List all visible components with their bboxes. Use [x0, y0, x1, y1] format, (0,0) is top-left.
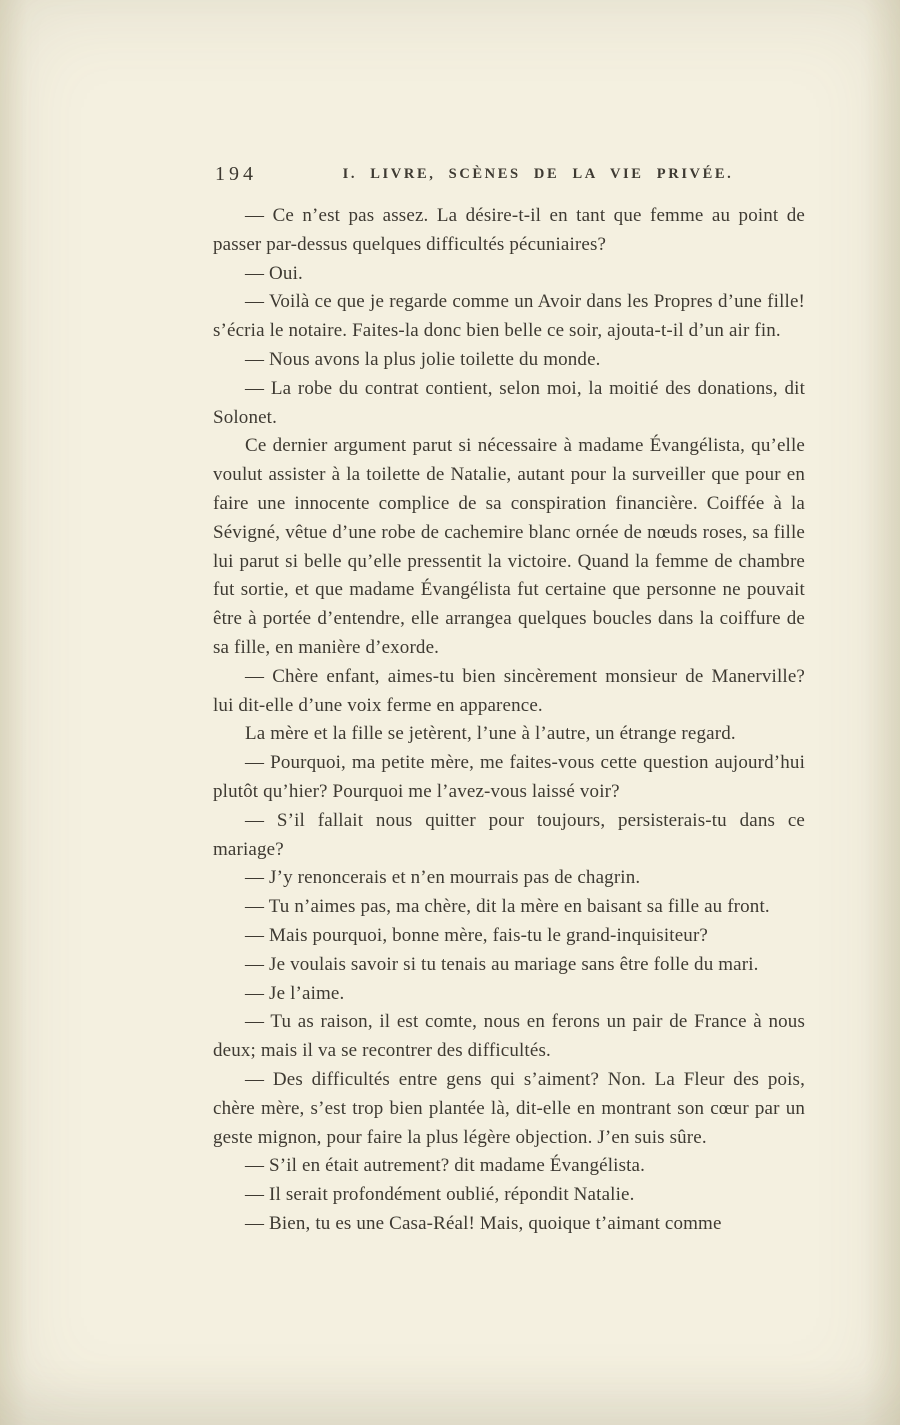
paragraph: — S’il fallait nous quitter pour toujours, persisterais-tu dans ce mariage? — [213, 809, 805, 860]
paragraph: — Tu as raison, il est comte, nous en ferons un pair de France à nous deux; mais il va se recontrer des difficultés. — [213, 1011, 805, 1062]
book-page-text-block — [213, 162, 805, 1239]
paragraph: — Il serait profondément oublié, répondit Natalie. — [245, 1184, 635, 1206]
page-number: 194 — [215, 163, 257, 185]
running-title: I. LIVRE, SCÈNES DE LA VIE PRIVÉE. — [342, 166, 734, 182]
paragraph: — Voilà ce que je regarde comme un Avoir dans les Propres d’une fille! s’écria le notaire. Faites-la donc bien belle ce soir, ajouta-t-il d’un air fin. — [213, 291, 805, 342]
paragraph: La mère et la fille se jetèrent, l’une à l’autre, un étrange regard. — [245, 723, 736, 745]
paragraph: — Tu n’aimes pas, ma chère, dit la mère en baisant sa fille au front. — [245, 896, 770, 918]
paragraph: — J’y renoncerais et n’en mourrais pas de chagrin. — [245, 867, 641, 889]
paragraph: — Je l’aime. — [245, 982, 345, 1004]
paragraph: — Mais pourquoi, bonne mère, fais-tu le grand-inquisiteur? — [245, 924, 709, 946]
body-text — [213, 202, 805, 1239]
running-header — [213, 162, 805, 198]
paragraph: — Des difficultés entre gens qui s’aiment? Non. La Fleur des pois, chère mère, s’est trop bien plantée là, dit-elle en montrant son cœur par un geste mignon, pour faire la plus légère objection. J’en suis sûre. — [213, 1068, 805, 1148]
paragraph: — Ce n’est pas assez. La désire-t-il en tant que femme au point de passer par-dessus quelques difficultés pécuniaires? — [213, 205, 805, 255]
paragraph: — S’il en était autrement? dit madame Évangélista. — [245, 1155, 646, 1177]
paragraph: — Bien, tu es une Casa-Réal! Mais, quoique t’aimant comme — [245, 1212, 722, 1234]
paragraph: — Oui. — [245, 262, 303, 284]
paragraph: — Nous avons la plus jolie toilette du monde. — [245, 348, 601, 370]
paragraph: — Chère enfant, aimes-tu bien sincèrement monsieur de Manerville? lui dit-elle d’une voix ferme en apparence. — [213, 665, 805, 716]
paragraph: Ce dernier argument parut si nécessaire à madame Évangélista, qu’elle voulut assister à la toilette de Natalie, autant pour la surveiller que pour en faire une innocente complice de sa conspiration financière. Coiffée à la Sévigné, vêtue d’une robe de cachemire blanc ornée de nœuds roses, sa fille lui parut si belle qu’elle pressentit la victoire. Quand la femme de chambre fut sortie, et que madame Évangélista fut certaine que personne ne pouvait être à portée d’entendre, elle arrangea quelques boucles dans la coiffure de sa fille, en manière d’exorde. — [213, 435, 805, 658]
paragraph: — Je voulais savoir si tu tenais au mariage sans être folle du mari. — [245, 953, 759, 975]
paragraph: — La robe du contrat contient, selon moi, la moitié des donations, dit Solonet. — [213, 377, 805, 428]
paragraph: — Pourquoi, ma petite mère, me faites-vous cette question aujourd’hui plutôt qu’hier? Pourquoi me l’avez-vous laissé voir? — [213, 752, 805, 802]
